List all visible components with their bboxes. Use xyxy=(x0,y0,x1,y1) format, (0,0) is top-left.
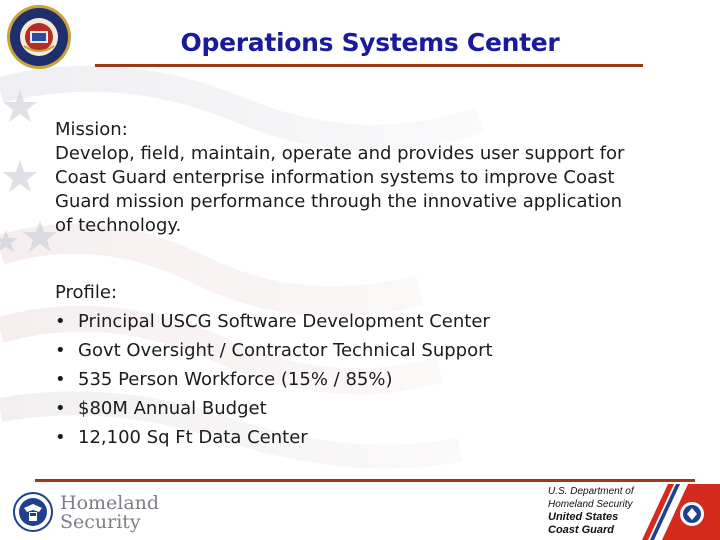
dhs-wordmark xyxy=(60,494,159,532)
profile-item-text: 12,100 Sq Ft Data Center xyxy=(78,427,308,448)
uscg-line1: U.S. Department of xyxy=(548,486,634,497)
profile-item xyxy=(55,423,695,452)
uscg-line4: Coast Guard xyxy=(548,524,615,536)
uscg-line2: Homeland Security xyxy=(548,499,633,510)
profile-item-text: 535 Person Workforce (15% / 85%) xyxy=(78,369,393,390)
coast-guard-emblem xyxy=(640,484,720,540)
bullet-icon: • xyxy=(55,340,66,361)
profile-item-text: $80M Annual Budget xyxy=(78,398,267,419)
profile-heading: Profile: xyxy=(55,282,118,303)
mission-line: Guard mission performance through the innovative application xyxy=(55,191,623,212)
mission-line: of technology. xyxy=(55,215,182,236)
profile-item xyxy=(55,394,695,423)
mission-section xyxy=(55,118,695,238)
mission-line: Coast Guard enterprise information systems to improve Coast xyxy=(55,167,615,188)
bullet-icon: • xyxy=(55,398,66,419)
uscg-wordmark xyxy=(548,485,648,537)
profile-item xyxy=(55,365,695,394)
profile-item xyxy=(55,336,695,365)
page-title: Operations Systems Center xyxy=(180,28,560,57)
profile-item xyxy=(55,307,695,336)
profile-item-text: Principal USCG Software Development Center xyxy=(78,311,490,332)
uscg-line3: United States xyxy=(548,511,619,523)
title-divider xyxy=(95,64,643,67)
mission-line: Develop, field, maintain, operate and provides user support for xyxy=(55,143,625,164)
bullet-icon: • xyxy=(55,311,66,332)
bullet-icon: • xyxy=(55,427,66,448)
mission-heading: Mission: xyxy=(55,119,128,140)
operations-systems-center-seal xyxy=(6,4,72,70)
profile-item-text: Govt Oversight / Contractor Technical Support xyxy=(78,340,493,361)
dhs-line1: Homeland xyxy=(60,492,160,514)
footer-divider xyxy=(35,479,695,482)
dhs-seal xyxy=(13,492,53,532)
dhs-line2: Security xyxy=(60,511,141,533)
profile-list xyxy=(55,307,695,452)
bullet-icon: • xyxy=(55,369,66,390)
profile-section xyxy=(55,278,695,452)
